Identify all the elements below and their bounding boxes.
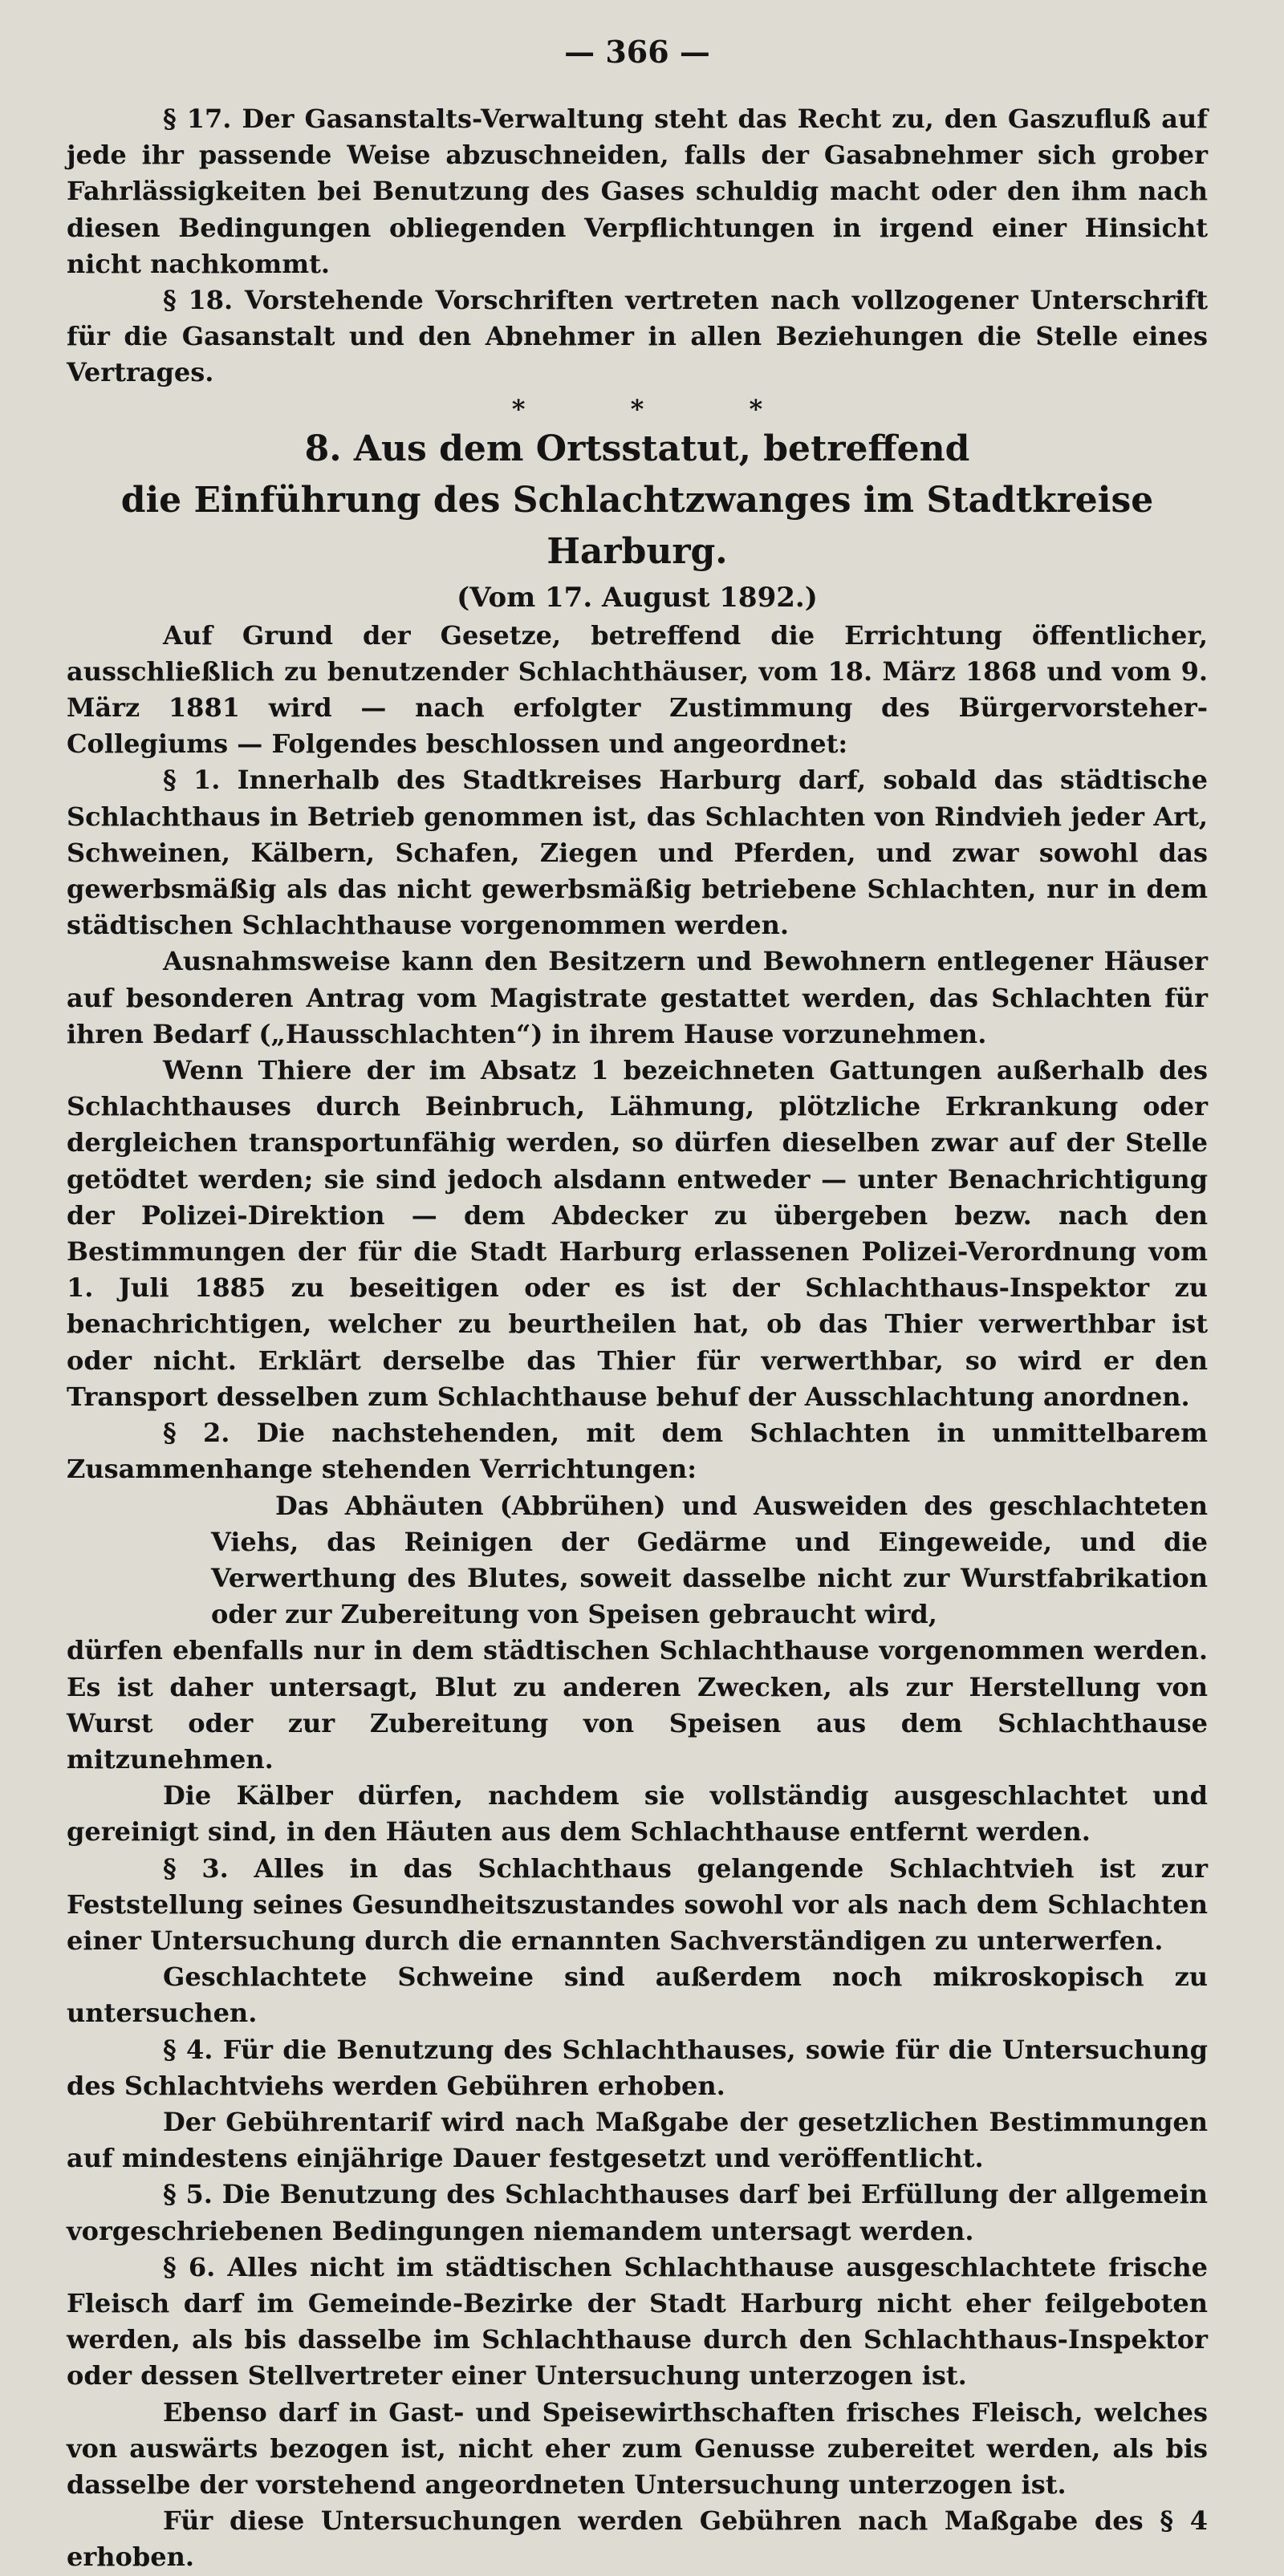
paragraph-s18: § 18. Vorstehende Vorschriften vertreten nach vollzogener Unterschrift für die Gasanstalt und den Abnehmer in allen Beziehungen die Stelle eines Vertrages. bbox=[67, 285, 1208, 388]
paragraph-s3-pigs: Geschlachtete Schweine sind außerdem noch mikroskopisch zu untersuchen. bbox=[67, 1961, 1208, 2029]
paragraph-s6-restaurants: Ebenso darf in Gast- und Speisewirthschaften frisches Fleisch, welches von auswärts bezogen ist, nicht eher zum Genusse zubereitet werden, als bis dasselbe der vorstehend angeordneten Untersuchung unterzogen ist. bbox=[67, 2396, 1208, 2500]
paragraph-s6-fees: Für diese Untersuchungen werden Gebühren nach Maßgabe des § 4 erhoben. bbox=[67, 2505, 1208, 2573]
paragraph-s4-tariff: Der Gebührentarif wird nach Maßgabe der gesetzlichen Bestimmungen auf mindestens einjährige Dauer festgesetzt und veröffentlicht. bbox=[67, 2106, 1208, 2174]
paragraph-s2: § 2. Die nachstehenden, mit dem Schlachten in unmittelbarem Zusammenhange stehenden Verrichtungen: bbox=[67, 1418, 1208, 1485]
paragraph-s1-animals: Wenn Thiere der im Absatz 1 bezeichneten Gattungen außerhalb des Schlachthauses durch Beinbruch, Lähmung, plötzliche Erkrankung oder dergleichen transportunfähig werden, so dürfen dieselben zwar auf der Stelle getödtet werden; sie sind jedoch alsdann entweder — unter Benachrichtigung der Polizei-Direktion — dem Abdecker zu übergeben bezw. nach den Bestimmungen der für die Stadt Harburg erlassenen Polizei-Verordnung vom 1. Juli 1885 zu beseitigen oder es ist der Schlachthaus-Inspektor zu benachrichtigen, welcher zu beurtheilen hat, ob das Thier verwerthbar ist oder nicht. Erklärt derselbe das Thier für verwerthbar, so wird er den Transport desselben zum Schlachthause behuf der Ausschlachtung anordnen. bbox=[67, 1055, 1208, 1412]
paragraph-s2-calves: Die Kälber dürfen, nachdem sie vollständig ausgeschlachtet und gereinigt sind, in den Häuten aus dem Schlachthause entfernt werden. bbox=[67, 1780, 1208, 1848]
paragraph-s2-continuation: dürfen ebenfalls nur in dem städtischen Schlachthause vorgenommen werden. Es ist daher untersagt, Blut zu anderen Zwecken, als zur Herstellung von Wurst oder zur Zubereitung von Speisen aus dem Schlachthause mitzunehmen. bbox=[67, 1635, 1208, 1775]
section-heading-line2: die Einführung des Schlachtzwanges im Stadtkreise Harburg. bbox=[120, 479, 1154, 572]
paragraph-s17: § 17. Der Gasanstalts-Verwaltung steht das Recht zu, den Gaszufluß auf jede ihr passende Weise abzuschneiden, falls der Gasabnehmer sich grober Fahrlässigkeiten bei Benutzung des Gases schuldig macht oder den ihm nach diesen Bedingungen obliegenden Verpflichtungen in irgend einer Hinsicht nicht nachkommt. bbox=[67, 103, 1208, 279]
paragraph-s2-list: Das Abhäuten (Abbrühen) und Ausweiden des geschlachteten Viehs, das Reinigen der Gedärme und Eingeweide, und die Verwerthung des Blutes, soweit dasselbe nicht zur Wurstfabrikation oder zur Zubereitung von Speisen gebraucht wird, bbox=[211, 1490, 1208, 1630]
paragraph-s6: § 6. Alles nicht im städtischen Schlachthause ausgeschlachtete frische Fleisch darf im Gemeinde-Bezirke der Stadt Harburg nicht eher feilgeboten werden, als bis dasselbe im Schlachthause durch den Schlachthaus-Inspektor oder dessen Stellvertreter einer Untersuchung unterzogen ist. bbox=[67, 2251, 1208, 2391]
section-date: (Vom 17. August 1892.) bbox=[457, 581, 818, 614]
paragraph-s5: § 5. Die Benutzung des Schlachthauses darf bei Erfüllung der allgemein vorgeschriebenen Bedingungen niemandem untersagt werden. bbox=[67, 2179, 1208, 2246]
page-number: — 366 — bbox=[564, 34, 710, 70]
preamble-paragraph: Auf Grund der Gesetze, betreffend die Errichtung öffentlicher, ausschließlich zu benutzender Schlachthäuser, vom 18. März 1868 und vom 9. März 1881 wird — nach erfolgter Zustimmung des Bürgervorsteher-Collegiums — Folgendes beschlossen und angeordnet: bbox=[67, 619, 1208, 760]
paragraph-s1: § 1. Innerhalb des Stadtkreises Harburg darf, sobald das städtische Schlachthaus in Betrieb genommen ist, das Schlachten von Rindvieh jeder Art, Schweinen, Kälbern, Schafen, Ziegen und Pferden, und zwar sowohl das gewerbsmäßig als das nicht gewerbsmäßig betriebene Schlachten, nur in dem städtischen Schlachthause vorgenommen werden. bbox=[67, 765, 1208, 941]
paragraph-s3: § 3. Alles in das Schlachthaus gelangende Schlachtvieh ist zur Feststellung seines Gesundheitszustandes sowohl vor als nach dem Schlachten einer Untersuchung durch die ernannten Sachverständigen zu unterwerfen. bbox=[67, 1852, 1208, 1956]
section-separator: * * * bbox=[511, 393, 763, 424]
paragraph-s1-exception: Ausnahmsweise kann den Besitzern und Bewohnern entlegener Häuser auf besonderen Antrag vom Magistrate gestattet werden, das Schlachten für ihren Bedarf („Hausschlachten“) in ihrem Hause vorzunehmen. bbox=[67, 946, 1208, 1049]
paragraph-s4: § 4. Für die Benutzung des Schlachthauses, sowie für die Untersuchung des Schlachtviehs werden Gebühren erhoben. bbox=[67, 2034, 1208, 2101]
section-heading-line1: 8. Aus dem Ortsstatut, betreffend bbox=[304, 428, 970, 469]
